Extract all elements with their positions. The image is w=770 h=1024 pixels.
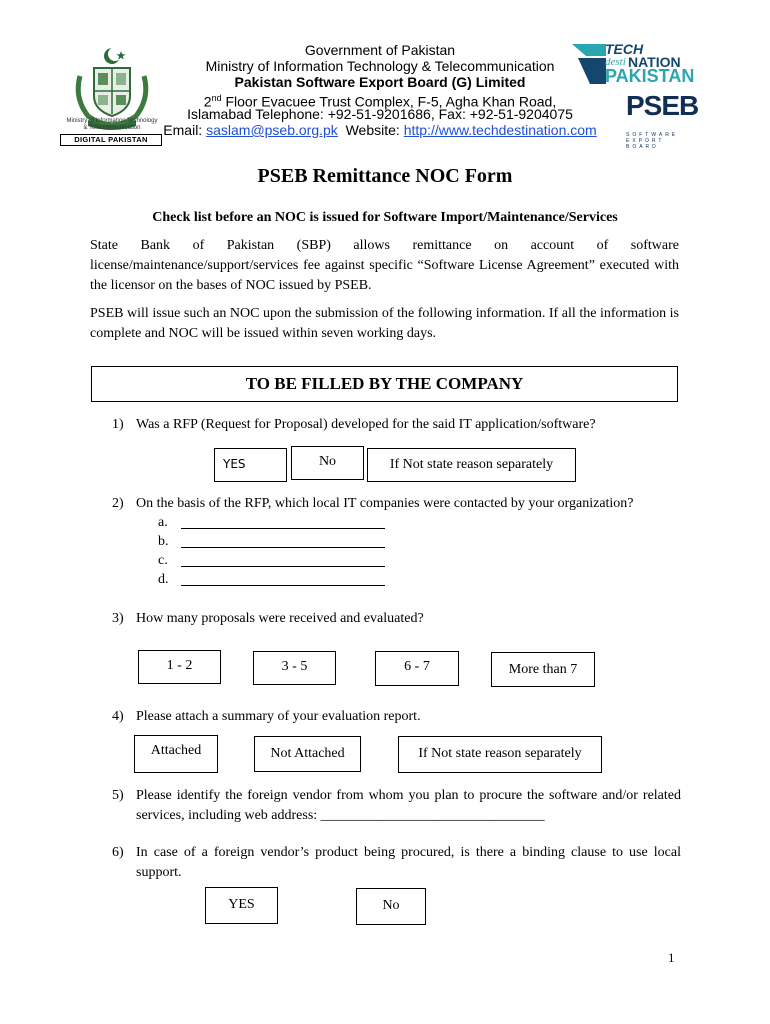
q2-item-b-label: b. xyxy=(158,534,169,549)
q6-option-yes[interactable]: YES xyxy=(205,887,278,924)
q2-item-a-label: a. xyxy=(158,515,168,530)
q3-option-1-2[interactable]: 1 - 2 xyxy=(138,650,221,684)
question-4-text: Please attach a summary of your evaluation report. xyxy=(136,709,421,724)
website-link[interactable]: http://www.techdestination.com xyxy=(403,122,597,138)
question-6-text: In case of a foreign vendor’s product being procured, is there a binding clause to use local support. xyxy=(136,845,681,880)
question-1-text: Was a RFP (Request for Proposal) developed for the said IT application/software? xyxy=(136,417,596,432)
question-3-text: How many proposals were received and evaluated? xyxy=(136,611,424,626)
page-number: 1 xyxy=(668,950,675,965)
header-government: Government of Pakistan xyxy=(304,42,456,58)
page-title: PSEB Remittance NOC Form xyxy=(257,165,513,187)
logo-caption-line2: & Telecommunication xyxy=(83,125,141,131)
q2-item-c-field[interactable] xyxy=(181,566,385,567)
section-heading-company: TO BE FILLED BY THE COMPANY xyxy=(91,366,678,402)
q4-option-not-attached[interactable]: Not Attached xyxy=(254,736,361,772)
q1-option-no[interactable]: No xyxy=(291,446,364,480)
header-address: 2nd Floor Evacuee Trust Complex, F-5, Agha Khan Road, xyxy=(203,93,557,110)
tech-destination-logo: TECH desti NATION PAKISTAN xyxy=(572,40,692,88)
pseb-logo: PSEB SOFTWARE EXPORT BOARD xyxy=(626,90,699,150)
intro-paragraph-pseb: PSEB will issue such an NOC upon the submission of the following information. If all the information is complete and NOC will be issued within seven working days. xyxy=(90,306,679,341)
q2-item-d-field[interactable] xyxy=(181,585,385,586)
question-2-text: On the basis of the RFP, which local IT companies were contacted by your organization? xyxy=(136,496,634,511)
q2-item-a-field[interactable] xyxy=(181,528,385,529)
q2-item-d-label: d. xyxy=(158,572,169,587)
header-contact: Email: saslam@pseb.org.pk Website: http://www.techdestination.com xyxy=(163,122,597,138)
header-organization: Pakistan Software Export Board (G) Limited xyxy=(234,74,526,90)
q6-option-no[interactable]: No xyxy=(356,888,426,925)
header-ministry: Ministry of Information Technology & Telecommunication xyxy=(205,58,555,74)
q2-item-b-field[interactable] xyxy=(181,547,385,548)
q3-option-3-5[interactable]: 3 - 5 xyxy=(253,651,336,685)
q1-option-reason[interactable]: If Not state reason separately xyxy=(367,448,576,482)
intro-paragraph-sbp: State Bank of Pakistan (SBP) allows remittance on account of software license/maintenance/support/services fee against specific “Software License Agreement” executed with the licensor on the bases of NOC issued by PSEB. xyxy=(90,238,679,293)
tech-arrow-icon xyxy=(572,44,606,84)
logo-caption-line1: Ministry of Information Technology xyxy=(66,118,158,124)
email-link[interactable]: saslam@pseb.org.pk xyxy=(206,122,338,138)
question-5-text: Please identify the foreign vendor from whom you plan to procure the software and/or related services, including web address: ________________________________ xyxy=(136,788,681,823)
header-telephone: Islamabad Telephone: +92-51-9201686, Fax: +92-51-9204075 xyxy=(187,106,573,122)
q4-option-reason[interactable]: If Not state reason separately xyxy=(398,736,602,773)
q3-option-6-7[interactable]: 6 - 7 xyxy=(375,651,459,686)
page-subtitle: Check list before an NOC is issued for Software Import/Maintenance/Services xyxy=(152,210,618,225)
q3-option-more-than-7[interactable]: More than 7 xyxy=(491,652,595,687)
digital-pakistan-badge: DIGITAL PAKISTAN xyxy=(60,134,162,146)
q1-option-yes[interactable]: YES xyxy=(214,448,287,482)
q2-item-c-label: c. xyxy=(158,553,168,568)
q4-option-attached[interactable]: Attached xyxy=(134,735,218,773)
